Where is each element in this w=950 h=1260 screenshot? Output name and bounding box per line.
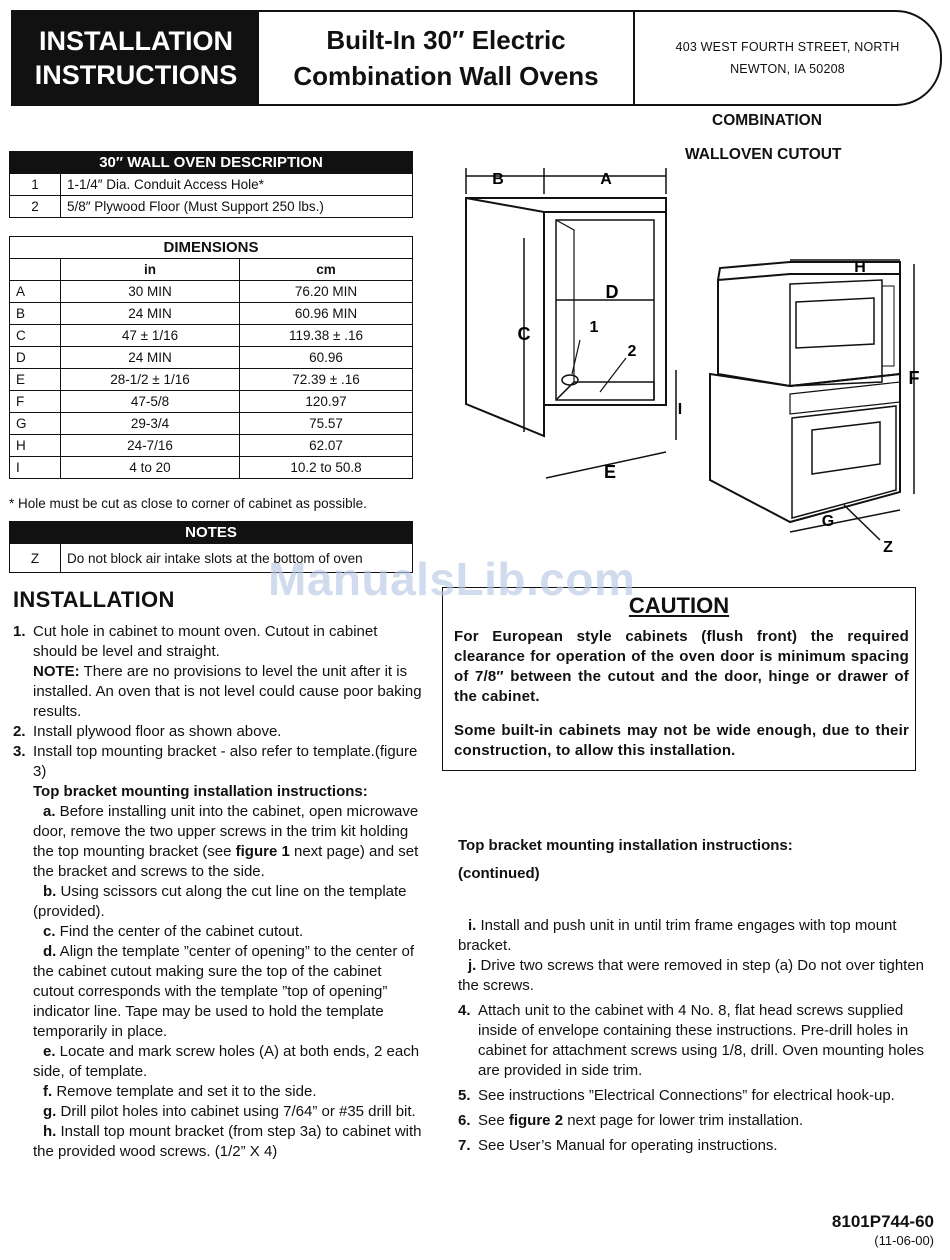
part-number: 8101P744-60 bbox=[831, 1212, 934, 1231]
revision-date: (11-06-00) bbox=[874, 1233, 934, 1248]
watermark: ManualsLib.com bbox=[268, 553, 636, 605]
header-title-block bbox=[259, 12, 635, 104]
substep-letter: b. bbox=[43, 883, 57, 900]
row-number: 1 bbox=[10, 174, 61, 196]
step-number: 4. bbox=[458, 1002, 471, 1019]
step-5 bbox=[458, 1086, 928, 1106]
label-e: E bbox=[603, 462, 617, 482]
oven-upper-body bbox=[718, 274, 900, 386]
table-row bbox=[10, 369, 413, 391]
substep-letter: a. bbox=[43, 803, 56, 820]
substep-letter: f. bbox=[43, 1083, 53, 1100]
dim-in: 47 ± 1/16 bbox=[61, 325, 240, 347]
step-text: Install plywood floor as shown above. bbox=[33, 723, 282, 740]
oven-lower-body bbox=[710, 374, 900, 522]
substep-text: Drill pilot holes into cabinet using 7/64” or #35 drill bit. bbox=[56, 1103, 416, 1120]
dim-label: A bbox=[10, 281, 61, 303]
column-header-in: in bbox=[61, 259, 240, 281]
dim-label: I bbox=[10, 457, 61, 479]
cabinet-front-edge bbox=[466, 198, 666, 212]
header-label-line2: INSTRUCTIONS bbox=[34, 60, 238, 90]
substep-text: Using scissors cut along the cut line on the template (provided). bbox=[33, 883, 407, 920]
dim-in: 29-3/4 bbox=[61, 413, 240, 435]
substep-text: Drive two screws that were removed in step (a) Do not over tighten the screws. bbox=[458, 957, 925, 994]
oven-window bbox=[812, 422, 880, 474]
dim-in: 24 MIN bbox=[61, 303, 240, 325]
substep-a bbox=[33, 802, 423, 882]
dimensions-table-title: DIMENSIONS bbox=[10, 237, 413, 259]
substep-letter: j. bbox=[468, 957, 477, 974]
address-line1: 403 WEST FOURTH STREET, NORTH bbox=[675, 40, 900, 54]
note-label: NOTE: bbox=[33, 663, 80, 680]
step-2 bbox=[13, 722, 423, 742]
table-row bbox=[10, 174, 413, 196]
document-title-line1: Built-In 30″ Electric bbox=[326, 25, 566, 55]
table-row bbox=[10, 347, 413, 369]
continued-subheading: (continued) bbox=[458, 865, 540, 882]
dim-label: B bbox=[10, 303, 61, 325]
caution-paragraph-1: For European style cabinets (flush front) the required clearance for operation of the oven door is minimum spacing of 7/8″ between the cutout and the door, hinge or drawer of the cabinet. bbox=[454, 628, 909, 705]
table-row bbox=[10, 413, 413, 435]
dim-cm: 60.96 bbox=[240, 347, 413, 369]
step-6 bbox=[458, 1111, 928, 1131]
cutout-diagram bbox=[440, 160, 940, 570]
step-number: 6. bbox=[458, 1112, 471, 1129]
label-f: F bbox=[908, 368, 920, 388]
caution-paragraph-2: Some built-in cabinets may not be wide enough, due to their construction, to allow this installation. bbox=[454, 722, 909, 759]
caution-box bbox=[442, 587, 916, 771]
step-3 bbox=[13, 742, 423, 1162]
continued-heading: Top bracket mounting installation instructions: bbox=[458, 837, 793, 854]
oven-control-strip bbox=[790, 382, 900, 414]
label-g: G bbox=[821, 513, 835, 530]
label-1: 1 bbox=[589, 319, 599, 336]
dim-cm: 119.38 ± .16 bbox=[240, 325, 413, 347]
dim-cm: 76.20 MIN bbox=[240, 281, 413, 303]
step-number: 2. bbox=[13, 723, 26, 740]
label-2: 2 bbox=[627, 343, 637, 360]
diagram-title-line1: COMBINATION bbox=[712, 112, 822, 129]
dim-cm: 62.07 bbox=[240, 435, 413, 457]
dim-in: 30 MIN bbox=[61, 281, 240, 303]
header-label-line1: INSTALLATION bbox=[39, 26, 233, 56]
substep-letter: d. bbox=[43, 943, 57, 960]
step-text: Cut hole in cabinet to mount oven. Cutout in cabinet should be level and straight. bbox=[33, 623, 378, 660]
figure-ref: figure 2 bbox=[508, 1112, 564, 1129]
substep-letter: i. bbox=[468, 917, 477, 934]
step-number: 1. bbox=[13, 623, 26, 640]
substep-text: Remove template and set it to the side. bbox=[52, 1083, 317, 1100]
table-row bbox=[10, 391, 413, 413]
substep-text: Install top mount bracket (from step 3a) to cabinet with the provided wood screws. (1/2” X 4) bbox=[33, 1123, 422, 1160]
cutout-back bbox=[556, 220, 574, 400]
diagram-title-line2: WALLOVEN CUTOUT bbox=[685, 146, 842, 163]
dimensions-table bbox=[9, 236, 413, 479]
substep-d bbox=[33, 942, 423, 1042]
leader-1 bbox=[572, 340, 580, 374]
dim-in: 24 MIN bbox=[61, 347, 240, 369]
label-c: C bbox=[517, 324, 531, 344]
note-text: There are no provisions to level the unit after it is installed. An oven that is not level could cause poor baking results. bbox=[33, 663, 422, 720]
row-text: Do not block air intake slots at the bottom of oven bbox=[61, 544, 413, 573]
dim-cm: 120.97 bbox=[240, 391, 413, 413]
substep-text: Install and push unit in until trim frame engages with top mount bracket. bbox=[458, 917, 897, 954]
step-number: 5. bbox=[458, 1087, 471, 1104]
substep-letter: e. bbox=[43, 1043, 56, 1060]
notes-table-title: NOTES bbox=[10, 522, 413, 544]
substep-letter: h. bbox=[43, 1123, 57, 1140]
label-d: D bbox=[605, 282, 619, 302]
dim-in: 28-1/2 ± 1/16 bbox=[61, 369, 240, 391]
row-number: 2 bbox=[10, 196, 61, 218]
hole-footnote: * Hole must be cut as close to corner of cabinet as possible. bbox=[9, 496, 367, 511]
substeps-heading: Top bracket mounting installation instructions: bbox=[33, 783, 368, 800]
dim-cm: 72.39 ± .16 bbox=[240, 369, 413, 391]
microwave-window bbox=[796, 298, 874, 348]
substep-g bbox=[33, 1102, 423, 1122]
row-number: Z bbox=[10, 544, 61, 573]
dim-in: 47-5/8 bbox=[61, 391, 240, 413]
step-number: 7. bbox=[458, 1137, 471, 1154]
substep-text: Before installing unit into the cabinet, open microwave door, remove the two upper screws in the trim kit holding the top mounting bracket (see bbox=[33, 803, 419, 860]
step-number: 3. bbox=[13, 743, 26, 760]
step-text: See instructions ”Electrical Connections” for electrical hook-up. bbox=[478, 1087, 895, 1104]
description-table bbox=[9, 151, 413, 218]
label-i: I bbox=[677, 401, 683, 418]
caution-title: CAUTION bbox=[628, 593, 730, 618]
cutout-inner bbox=[556, 220, 654, 400]
description-table-title: 30″ WALL OVEN DESCRIPTION bbox=[10, 152, 413, 174]
dim-line-g bbox=[790, 510, 900, 532]
substep-letter: c. bbox=[43, 923, 56, 940]
substep-b bbox=[33, 882, 423, 922]
dim-in: 4 to 20 bbox=[61, 457, 240, 479]
microwave-door bbox=[790, 280, 882, 386]
step-4 bbox=[458, 1001, 928, 1081]
label-h: H bbox=[854, 259, 866, 276]
column-header-cm: cm bbox=[240, 259, 413, 281]
dim-label: E bbox=[10, 369, 61, 391]
document-header bbox=[11, 10, 942, 106]
conduit-hole bbox=[562, 375, 578, 385]
continued-steps bbox=[458, 916, 928, 1156]
dim-label: D bbox=[10, 347, 61, 369]
table-row bbox=[10, 457, 413, 479]
row-text: 1-1/4″ Dia. Conduit Access Hole* bbox=[61, 174, 413, 196]
substep-i bbox=[458, 916, 928, 956]
substep-figure-ref: figure 1 bbox=[235, 843, 290, 860]
row-text: 5/8″ Plywood Floor (Must Support 250 lbs.) bbox=[61, 196, 413, 218]
leader-z bbox=[844, 505, 880, 540]
substep-e bbox=[33, 1042, 423, 1082]
dim-cm: 60.96 MIN bbox=[240, 303, 413, 325]
address-line2: NEWTON, IA 50208 bbox=[730, 62, 845, 76]
installation-heading: INSTALLATION bbox=[13, 587, 175, 612]
substep-f bbox=[33, 1082, 423, 1102]
dim-cm: 75.57 bbox=[240, 413, 413, 435]
table-row bbox=[10, 303, 413, 325]
label-z: Z bbox=[883, 539, 893, 556]
substep-h bbox=[33, 1122, 423, 1162]
step-text: See User’s Manual for operating instructions. bbox=[478, 1137, 778, 1154]
substep-text: Find the center of the cabinet cutout. bbox=[55, 923, 304, 940]
header-label-block bbox=[13, 12, 259, 104]
label-a: A bbox=[600, 171, 612, 188]
substep-text: Align the template ”center of opening” to the center of the cabinet cutout making sure the top of the cabinet cutout corresponds with the template ”top of opening” indicator line. Tape may be used to hold the template temporarily in place. bbox=[33, 943, 415, 1040]
table-row bbox=[10, 435, 413, 457]
step-7 bbox=[458, 1136, 928, 1156]
dim-label: F bbox=[10, 391, 61, 413]
step-text-end: next page for lower trim installation. bbox=[563, 1112, 804, 1129]
header-address-block bbox=[635, 12, 940, 104]
step-text: Attach unit to the cabinet with 4 No. 8, flat head screws supplied inside of envelope containing these instructions. Pre-drill holes in cabinet for attachment screws using 1/8, drill. Oven mounting holes are provided in side trim. bbox=[478, 1002, 925, 1079]
substep-letter: g. bbox=[43, 1103, 57, 1120]
installation-steps bbox=[13, 622, 423, 1162]
table-row bbox=[10, 281, 413, 303]
document-title-line2: Combination Wall Ovens bbox=[293, 61, 599, 91]
dim-label: G bbox=[10, 413, 61, 435]
table-row bbox=[10, 325, 413, 347]
substep-text-end: next page) and set the bracket and screws to the side. bbox=[33, 843, 419, 880]
dim-label: H bbox=[10, 435, 61, 457]
label-b: B bbox=[492, 171, 504, 188]
step-text: Install top mounting bracket - also refer to template.(figure 3) bbox=[33, 743, 418, 780]
step-1 bbox=[13, 622, 423, 722]
step-text: See bbox=[478, 1112, 509, 1129]
substep-text: Locate and mark screw holes (A) at both ends, 2 each side, of template. bbox=[33, 1043, 420, 1080]
dim-in: 24-7/16 bbox=[61, 435, 240, 457]
table-row bbox=[10, 196, 413, 218]
leader-2 bbox=[600, 358, 626, 392]
dim-cm: 10.2 to 50.8 bbox=[240, 457, 413, 479]
header-empty-cell bbox=[10, 259, 61, 281]
keypad bbox=[882, 286, 894, 366]
substep-c bbox=[33, 922, 423, 942]
substep-j bbox=[458, 956, 928, 996]
dim-label: C bbox=[10, 325, 61, 347]
